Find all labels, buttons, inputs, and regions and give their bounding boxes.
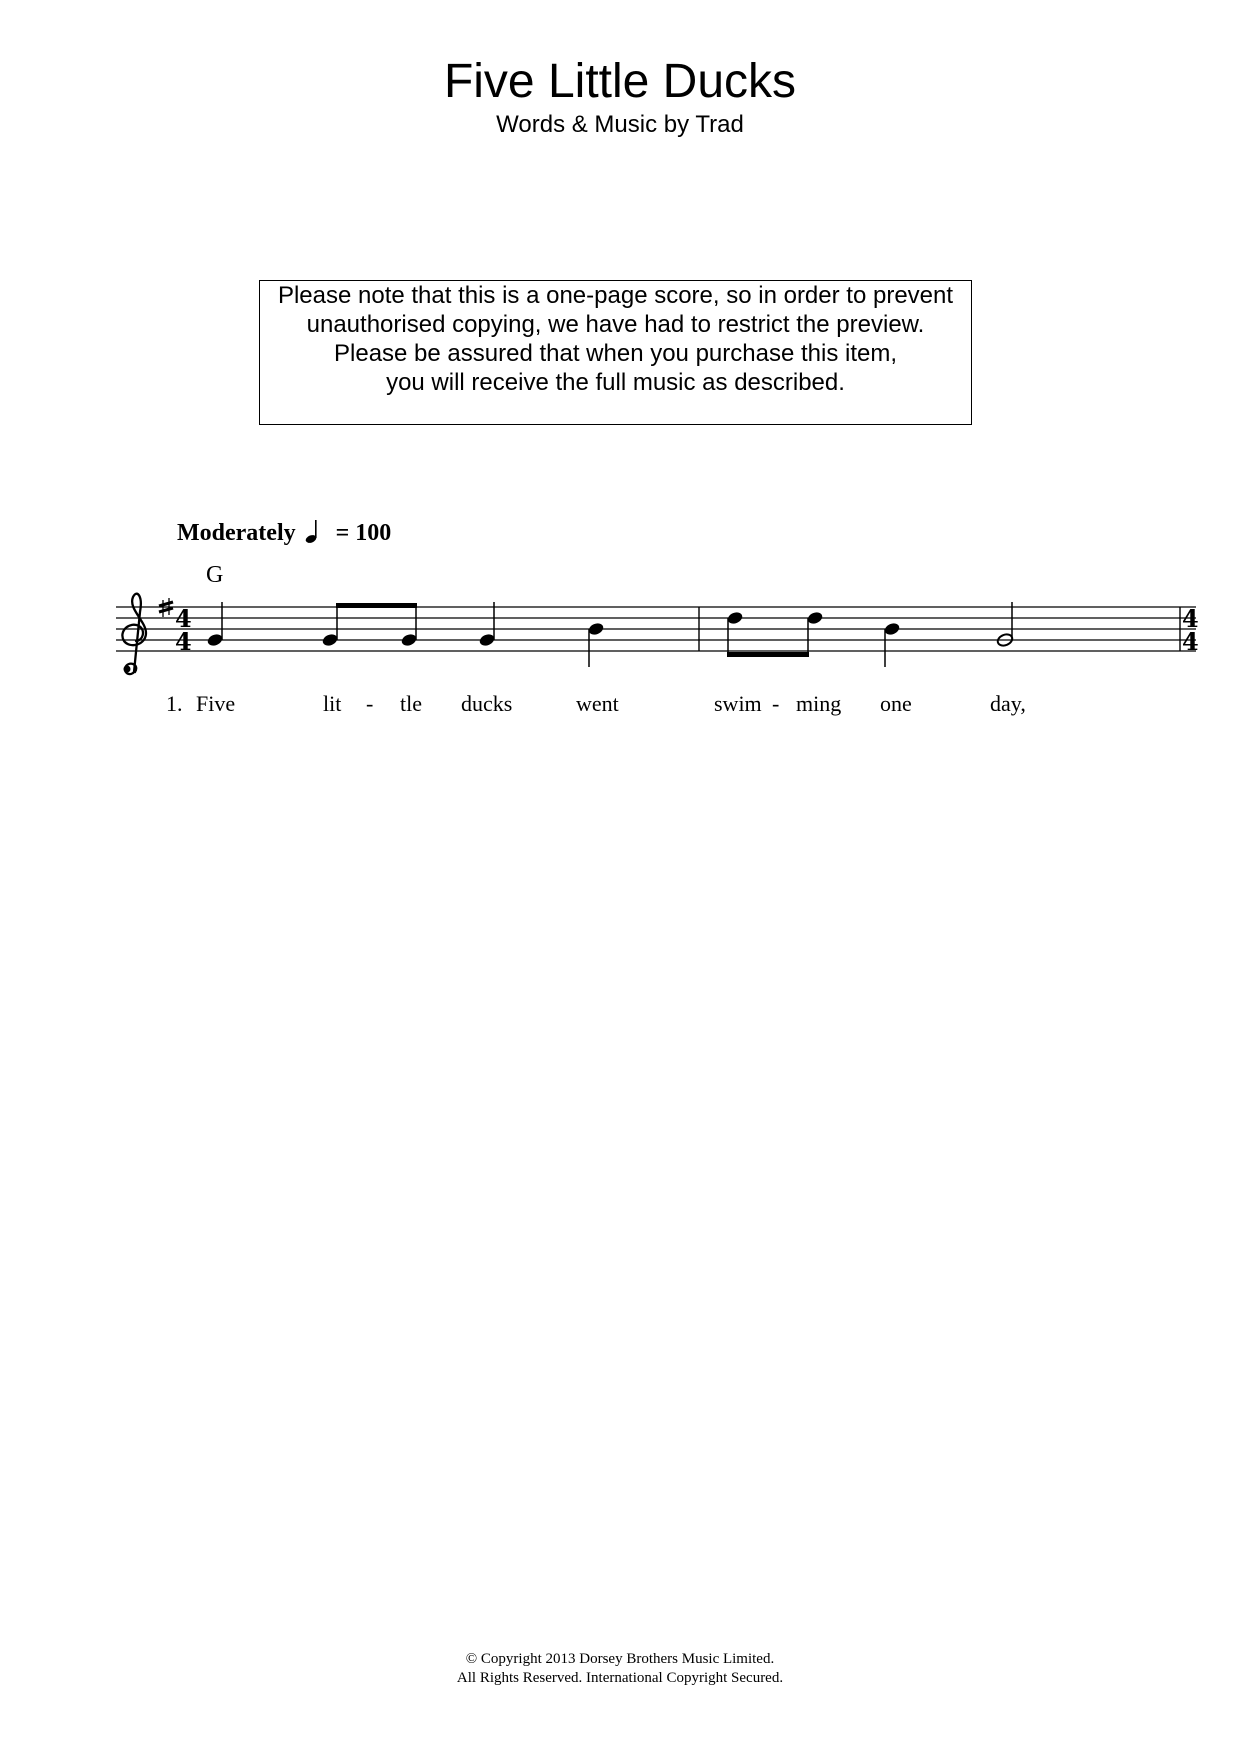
note-head [206,632,224,647]
score-credits: Words & Music by Trad [496,111,744,138]
notice-line: Please note that this is a one-page score, so in order to prevent [277,282,954,309]
note-head [806,610,824,625]
copyright-notice [0,1650,1240,1688]
note-head [478,632,496,647]
lyric-syllable: lit [323,691,342,716]
lyric-syllable: ming [796,691,842,716]
lyric-syllable: one [880,691,912,716]
chord-symbol: G [206,562,224,588]
note-head [321,632,339,647]
verse-number: 1. [166,691,183,716]
score-title: Five Little Ducks [443,55,797,108]
notice-line: Please be assured that when you purchase this item, [334,340,897,367]
treble-clef-icon [122,594,146,674]
beam [336,603,417,608]
beam [727,652,809,657]
lyric-syllable: day, [990,691,1026,716]
svg-text:4: 4 [1182,627,1199,656]
lyric-syllable: ducks [461,691,513,716]
svg-text:4: 4 [1182,604,1199,633]
copyright-line: All Rights Reserved. International Copyright Secured. [456,1670,784,1686]
lyric-syllable: went [576,691,619,716]
staff-lines [116,607,1196,651]
lyric-syllable: swim [714,691,762,716]
notice-line: unauthorised copying, we have had to restrict the preview. [306,311,925,338]
notice-line: you will receive the full music as described. [386,369,845,396]
lyric-syllable: tle [400,691,422,716]
lyric-hyphen: - [366,691,374,716]
note-head [400,632,418,647]
lyric-syllable: Five [196,691,236,716]
notes-layer [206,602,1014,667]
copyright-line: © Copyright 2013 Dorsey Brothers Music Limited. [465,1651,775,1667]
svg-text:4: 4 [175,604,192,633]
tempo-bpm: = 100 [335,520,392,546]
lyric-hyphen: - [772,691,780,716]
note-head [587,621,605,636]
tempo-text: Moderately [177,520,296,546]
time-signature [175,604,192,656]
courtesy-time-signature [1182,604,1199,656]
note-head [883,621,901,636]
svg-text:4: 4 [175,627,192,656]
note-head [726,610,744,625]
music-staff [0,0,1240,700]
